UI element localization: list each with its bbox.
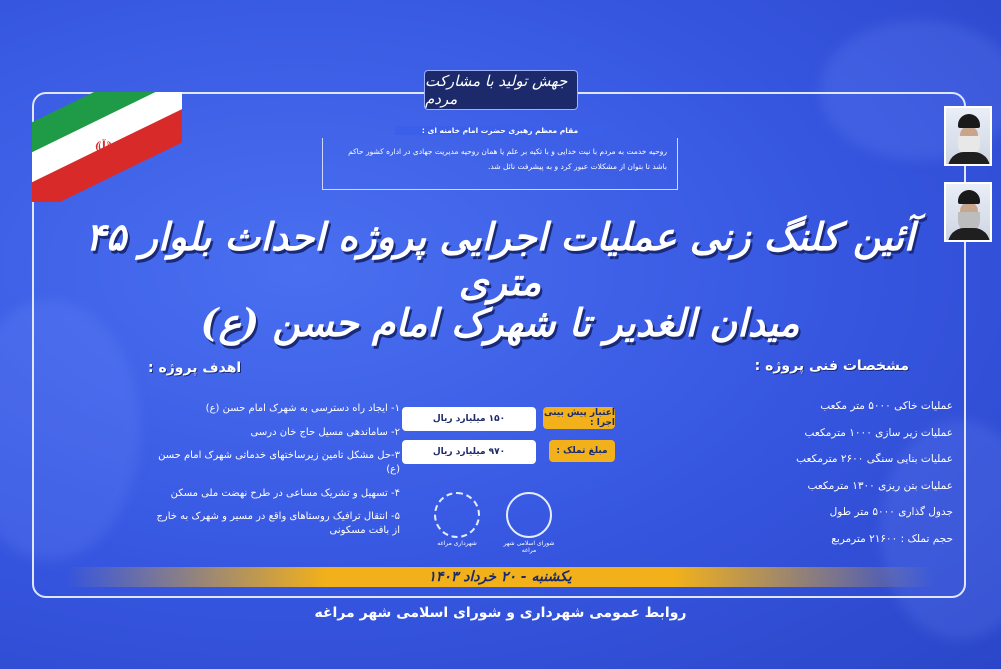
municipality-logo-caption: شهرداری مراغه (437, 540, 477, 547)
iran-flag (32, 92, 182, 202)
spec-item: جدول گذاری ۵۰۰۰ متر طول (829, 506, 953, 518)
acquisition-value: ۹۷۰ میلیارد ریال (402, 440, 536, 464)
goal-item: ۴- تسهیل و تشریک مساعی در طرح نهضت ملی مسکن (170, 487, 400, 499)
headline-line1: آئین کلنگ زنی عملیات اجرایی پروژه احداث بلوار ۴۵ متری (85, 214, 915, 304)
council-logo-caption: شورای اسلامی شهر مراغه (503, 540, 555, 554)
goal-item: ۵- انتقال ترافیک روستاهای واقع در مسیر و شهرک به خارج از بافت مسکونی (156, 511, 400, 536)
spec-item: حجم تملک : ۲۱۶۰۰ مترمربع (831, 532, 953, 545)
municipality-logo (434, 492, 480, 538)
portrait-khamenei (944, 182, 992, 242)
spec-item: عملیات بتن ریزی ۱۳۰۰ مترمکعب (807, 479, 953, 492)
slogan-banner: جهش تولید با مشارکت مردم (424, 70, 578, 110)
acquisition-label: مبلغ تملک : (549, 440, 615, 462)
goal-item: ۳-حل مشکل تامین زیرساختهای خدماتی شهرک امام حسن (ع) (158, 450, 400, 475)
flag-emblem-icon: ☫ (94, 136, 114, 161)
credit-value: ۱۵۰ میلیارد ریال (402, 407, 536, 431)
credit-label: اعتبار پیش بینی اجرا : (543, 408, 615, 428)
goal-item: ۲- ساماندهی مسیل حاج خان درسی (250, 426, 400, 438)
footer-credit: روابط عمومی شهرداری و شورای اسلامی شهر مراغه (314, 605, 687, 621)
portrait-khomeini (944, 106, 992, 166)
specs-title: مشخصات فنی پروژه : (754, 358, 909, 374)
headline-line2: میدان الغدیر تا شهرک امام حسن (ع) (200, 300, 800, 345)
event-date: یکشنبه - ۲۰ خرداد ۱۴۰۳ (66, 567, 934, 587)
goals-list (150, 402, 400, 548)
specs-list (753, 400, 953, 559)
spec-item: عملیات زیر سازی ۱۰۰۰ مترمکعب (804, 426, 953, 439)
leader-quote-text: روحیه خدمت به مردم با نیت خدایی و با تکیه بر علم یا همان روحیه مدیریت جهادی در اداره کشور حاکم باشد تا بتوان از مشکلات عبور کرد و به پیشرفت نائل شد. (322, 138, 678, 190)
council-logo (506, 492, 552, 538)
goals-title: اهدف پروژه : (148, 360, 242, 376)
spec-item: عملیات خاکی ۵۰۰۰ متر مکعب (820, 400, 953, 412)
spec-item: عملیات بنایی سنگی ۲۶۰۰ مترمکعب (796, 453, 953, 465)
goal-item: ۱- ایجاد راه دسترسی به شهرک امام حسن (ع) (205, 403, 400, 414)
leader-quote-title: مقام معظم رهبری حضرت امام خامنه ای : (395, 126, 605, 135)
